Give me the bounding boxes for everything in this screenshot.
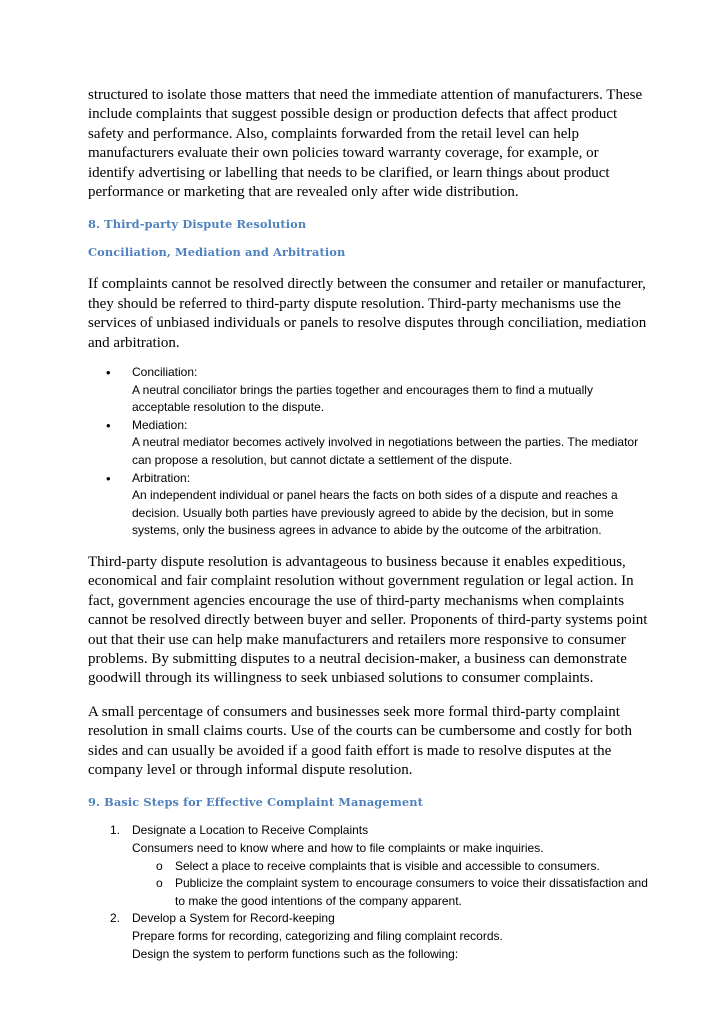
steps-list	[88, 822, 648, 963]
section-8-paragraph-3: A small percentage of consumers and businesses seek more formal third-party complaint resolution in small claims courts. Use of the courts can be cumbersome and costly for both sides and can usually be avoided if a good faith effort is made to resolve disputes at the company level or through informal dispute resolution.	[88, 703, 633, 779]
step-item-2	[88, 910, 648, 963]
step-text: Prepare forms for recording, categorizing and filing complaint records.	[132, 929, 503, 944]
dispute-methods-list	[88, 364, 648, 540]
sub-item	[132, 875, 648, 910]
section-8-subheading: Conciliation, Mediation and Arbitration	[88, 245, 346, 260]
step-title: Designate a Location to Receive Complaints	[132, 823, 369, 838]
sub-item	[132, 858, 648, 876]
step-subitems	[132, 858, 648, 911]
list-item-conciliation	[88, 364, 648, 417]
bullet-icon: •	[106, 417, 111, 433]
step-item-1	[88, 822, 648, 910]
section-8-heading: 8. Third-party Dispute Resolution	[88, 217, 307, 232]
sub-item-text: Select a place to receive complaints that is visible and accessible to consumers.	[175, 858, 600, 873]
step-number: 1.	[110, 823, 121, 838]
step-text: Design the system to perform functions such as the following:	[132, 946, 459, 961]
list-item-mediation	[88, 417, 648, 470]
step-number: 2.	[110, 911, 121, 926]
circle-bullet-icon: o	[156, 858, 163, 873]
list-item-arbitration	[88, 470, 648, 540]
intro-paragraph: structured to isolate those matters that need the immediate attention of manufacturers. These include complaints that suggest possible design or production defects that affect product safety and performance. Also, complaints forwarded from the retail level can help manufacturers evaluate their own policies toward warranty coverage, for example, or identify advertising or labelling that needs to be clarified, or learn things about product performance or marketing that are revealed only after wide distribution.	[88, 87, 643, 201]
list-item-text: A neutral conciliator brings the parties together and encourages them to find a mutually acceptable resolution to the dispute.	[132, 382, 593, 415]
step-title: Develop a System for Record-keeping	[132, 911, 335, 926]
section-9-heading: 9. Basic Steps for Effective Complaint Management	[88, 795, 423, 810]
circle-bullet-icon: o	[156, 876, 163, 891]
bullet-icon: •	[106, 470, 111, 486]
list-item-title: Mediation:	[132, 417, 188, 432]
list-item-text: An independent individual or panel hears the facts on both sides of a dispute and reaches a decision. Usually both parties have previously agreed to abide by the decision, but in some systems, only the business agrees in advance to abide by the outcome of the arbitration.	[132, 488, 618, 538]
list-item-text: A neutral mediator becomes actively involved in negotiations between the parties. The mediator can propose a resolution, but cannot dictate a settlement of the dispute.	[132, 435, 639, 468]
sub-item-text: Publicize the complaint system to encourage consumers to voice their dissatisfaction and to make the good intentions of the company apparent.	[175, 876, 648, 908]
section-8-paragraph-1: If complaints cannot be resolved directly between the consumer and retailer or manufacturer, they should be referred to third-party dispute resolution. Third-party mechanisms use the services of unbiased individuals or panels to resolve disputes through conciliation, mediation and arbitration.	[88, 276, 647, 351]
document-page	[88, 86, 648, 963]
bullet-icon: •	[106, 365, 111, 381]
step-text: Consumers need to know where and how to file complaints or make inquiries.	[132, 841, 544, 856]
list-item-title: Arbitration:	[132, 470, 191, 485]
section-8-paragraph-2: Third-party dispute resolution is advantageous to business because it enables expeditious, economical and fair complaint resolution without government regulation or legal action. In fact, government agencies encourage the use of third-party mechanisms when complaints cannot be resolved directly between buyer and seller. Proponents of third-party systems point out that their use can help make manufacturers and retailers more responsive to consumer problems. By submitting disputes to a neutral decision-maker, a business can demonstrate goodwill through its willingness to seek unbiased solutions to consumer complaints.	[88, 554, 648, 687]
list-item-title: Conciliation:	[132, 365, 198, 380]
